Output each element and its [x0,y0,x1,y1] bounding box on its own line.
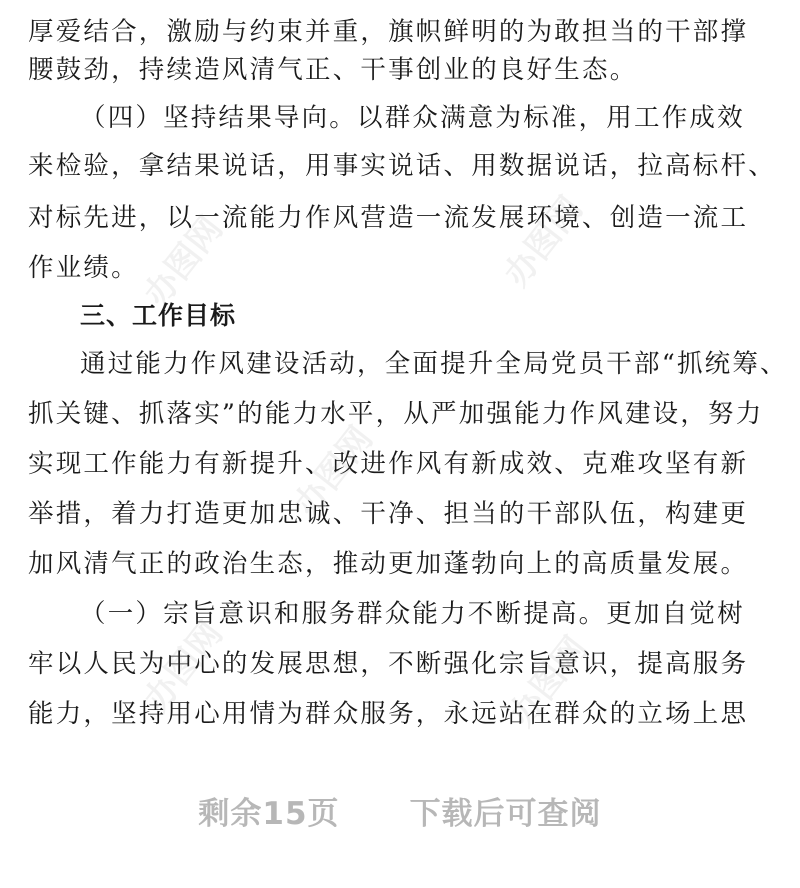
text-line: 来检验，拿结果说话，用事实说话、用数据说话，拉高标杆、 [28,151,776,181]
text-line: （一）宗旨意识和服务群众能力不断提高。更加自觉树 [80,599,745,629]
text-line: 厚爱结合，激励与约束并重，旗帜鲜明的为敢担当的干部撑 [28,17,749,47]
text-line: （四）坚持结果导向。以群众满意为标准，用工作成效 [80,103,745,133]
text-line: 牢以人民为中心的发展思想，不断强化宗旨意识，提高服务 [28,649,749,679]
remaining-pages-label: 剩余15页 [198,795,340,832]
section-heading: 三、工作目标 [80,301,237,330]
text-line: 实现工作能力有新提升、改进作风有新成效、克难攻坚有新 [28,449,749,479]
download-prompt[interactable] [0,780,800,840]
text-line: 加风清气正的政治生态，推动更加蓬勃向上的高质量发展。 [28,549,749,579]
text-line: 抓关键、抓落实”的能力水平，从严加强能力作风建设，努力 [28,399,764,429]
watermark: 办图网 [501,629,596,735]
watermark: 办图网 [496,189,591,295]
watermark: 办图网 [286,419,381,525]
download-link[interactable]: 下载后可查阅 [409,795,602,832]
text-line: 对标先进，以一流能力作风营造一流发展环境、创造一流工 [28,203,749,233]
text-line: 举措，着力打造更加忠诚、干净、担当的干部队伍，构建更 [28,499,749,529]
text-line: 能力，坚持用心用情为群众服务，永远站在群众的立场上思 [28,699,749,729]
text-line: 腰鼓劲，持续造风清气正、干事创业的良好生态。 [28,55,638,85]
watermark: 办图网 [136,614,231,720]
text-line: 作业绩。 [28,253,139,283]
text-line: 通过能力作风建设活动，全面提升全局党员干部“抓统筹、 [80,349,788,379]
watermark: 办图网 [136,209,231,315]
